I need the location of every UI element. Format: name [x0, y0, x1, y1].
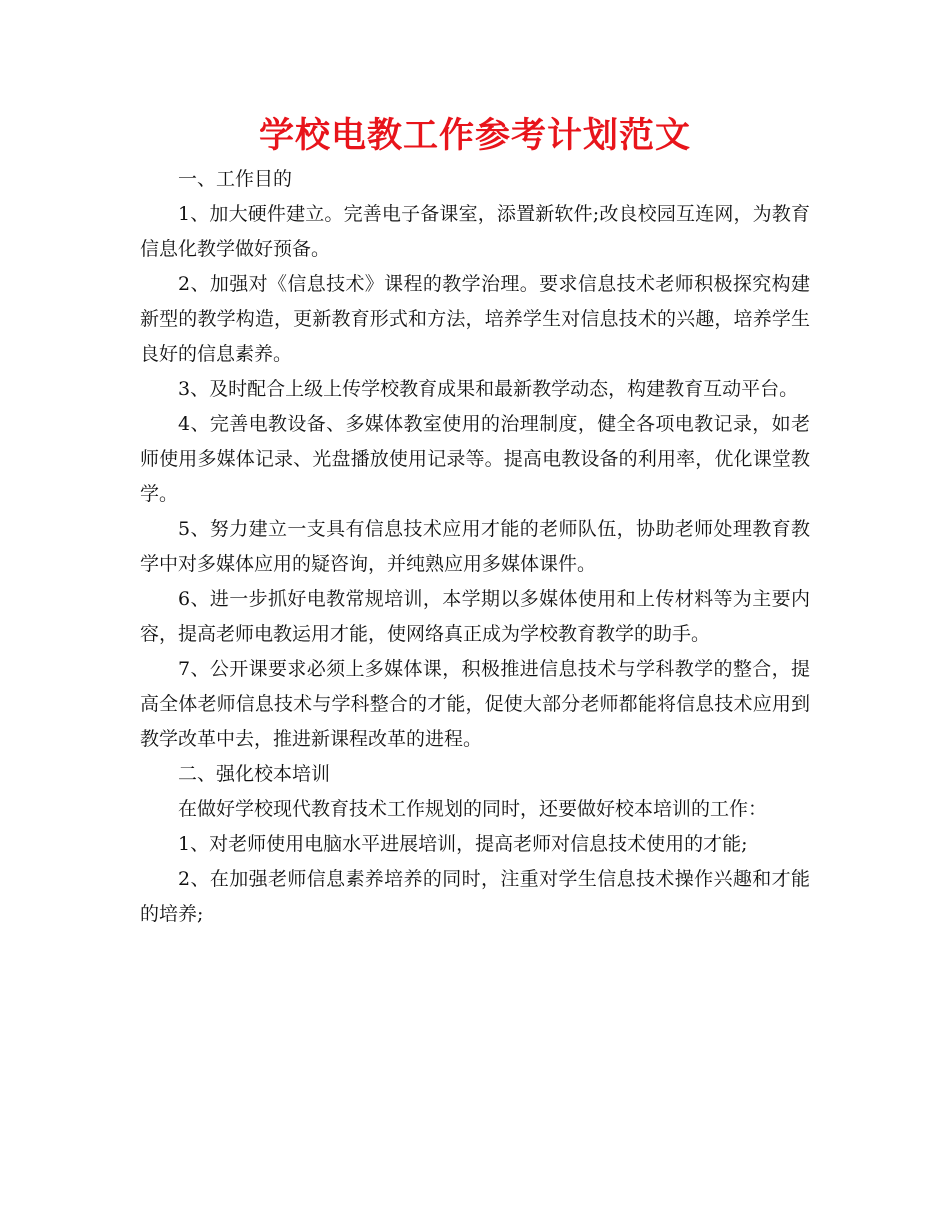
paragraph-training-item-2: 2、在加强老师信息素养培养的同时，注重对学生信息技术操作兴趣和才能的培养;: [140, 868, 810, 925]
paragraph-item-3: 3、及时配合上级上传学校教育成果和最新教学动态，构建教育互动平台。: [178, 378, 799, 400]
section-heading-training: 二、强化校本培训: [178, 763, 331, 785]
paragraph-item-1: 1、加大硬件建立。完善电子备课室，添置新软件;改良校园互连网，为教育信息化教学做好预备。: [140, 203, 810, 260]
paragraph-item-7: 7、公开课要求必须上多媒体课，积极推进信息技术与学科教学的整合，提高全体老师信息技术与学科整合的才能，促使大部分老师都能将信息技术应用到教学改革中去，推进新课程改革的进程。: [140, 658, 810, 750]
paragraph-training-item-1: 1、对老师使用电脑水平进展培训，提高老师对信息技术使用的才能;: [178, 833, 748, 855]
paragraph-training-intro: 在做好学校现代教育技术工作规划的同时，还要做好校本培训的工作：: [178, 798, 768, 820]
document-title: 学校电教工作参考计划范文: [258, 116, 691, 156]
paragraph-item-2: 2、加强对《信息技术》课程的教学治理。要求信息技术老师积极探究构建新型的教学构造，更新教育形式和方法，培养学生对信息技术的兴趣，培养学生良好的信息素养。: [140, 273, 810, 365]
paragraph-item-4: 4、完善电教设备、多媒体教室使用的治理制度，健全各项电教记录，如老师使用多媒体记录、光盘播放使用记录等。提高电教设备的利用率，优化课堂教学。: [140, 413, 810, 505]
section-heading-objectives: 一、工作目的: [178, 168, 293, 190]
paragraph-item-5: 5、努力建立一支具有信息技术应用才能的老师队伍，协助老师处理教育教学中对多媒体应用的疑咨询，并纯熟应用多媒体课件。: [140, 518, 810, 575]
paragraph-item-6: 6、进一步抓好电教常规培训，本学期以多媒体使用和上传材料等为主要内容，提高老师电教运用才能，使网络真正成为学校教育教学的助手。: [140, 588, 810, 645]
